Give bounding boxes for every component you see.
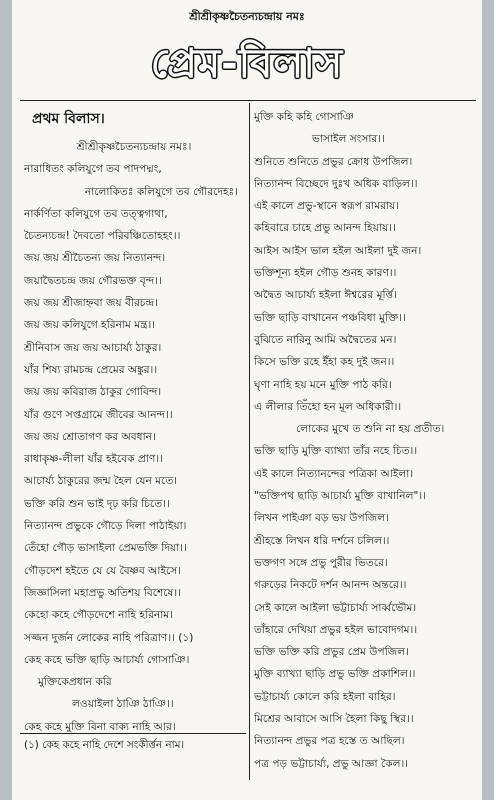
verse-line: নারাধিতং কলিযুগে তব পাদপদ্মং, (24, 163, 162, 176)
verse-line: ভক্তি ভক্তি করি প্রভুর প্রেম উপজিল। (254, 646, 409, 659)
verse-line: ভক্তি ছাড়ি মুক্তি ব্যাখ্যা তাঁর নহে চিত।। (254, 445, 418, 458)
verse-line: কহিবারে চাহে প্রভু আনন্দ হিয়ায়।। (254, 222, 396, 235)
verse-line: লোকের মুখে ত শুনি না হয় প্রতীত। (296, 423, 445, 436)
verse-line: যাঁর গুণে সপ্তগ্রামে জীবের আনন্দ।। (24, 408, 173, 421)
verse-line: জয় জয় শ্রীচৈতন্য জয় নিত্যানন্দ। (24, 252, 166, 265)
verse-line: কেহো কহে গৌড়দেশে নাহি হরিনাম। (24, 609, 173, 622)
verse-line: নার্কর্ণিতা কলিযুগে তব তত্ত্বগাথা, (24, 207, 168, 220)
verse-line: কিসে ভক্তি রহে ইঁহা কহ দুই জন।। (254, 356, 395, 369)
left-column (24, 106, 244, 738)
verse-line: মুক্তিকেপ্রধান করি (38, 676, 112, 689)
footnote-rule (20, 733, 246, 734)
verse-line: ভক্তি করি শুন ভাই দৃঢ় করি চিতে।। (24, 497, 170, 510)
verse-line: রাধাকৃষ্ণ-লীলা যাঁর হইবেক প্রাণ।। (24, 453, 163, 466)
verse-line: সেই কালে আইলা ভট্টাচার্য্য সার্ব্বভৌম। (254, 601, 417, 614)
verse-line: নিত্যানন্দ প্রভুর পত্র হস্তে ত আছিল। (254, 735, 405, 748)
verse-line: শ্রীনিবাস জয় জয় আচার্য্য ঠাকুর। (24, 341, 162, 354)
column-divider (249, 103, 250, 780)
verse-line: শ্রীশ্রীকৃষ্ণচৈতন্যচন্দ্রায় নমঃ। (76, 141, 192, 153)
invocation-line: শ্রীশ্রীকৃষ্ণচৈতন্যচন্দ্রায় নমঃ (189, 10, 305, 23)
verse-line: জয়াদ্বৈতচন্দ্র জয় গৌরভক্ত বৃন্দ।। (24, 274, 162, 287)
verse-line: মুক্তি কহি কহি গোসাঞি (254, 111, 354, 123)
verse-line: জয় জয় শ্রীজাহ্নবা জয় বীরচন্দ্র। (24, 297, 158, 310)
right-column (254, 106, 478, 775)
verse-line: পত্র পড় ভট্টাচার্য্য, প্রভু আজ্ঞা কৈল।। (254, 757, 409, 770)
verse-line: চৈতন্যচন্দ্র! দৈবতো পরিবঞ্চিতোহহং।। (24, 230, 181, 243)
verse-line: গৌড়দেশ হইতে যে যে বৈষ্ণব আইসে। (24, 564, 182, 577)
verse-line: ভাসাইল সংসার।। (312, 133, 385, 146)
verse-line: লিখন পাইঞা বড় ভয় উপজিল। (254, 512, 389, 525)
verse-line: গরুড়ের নিকটে দর্শন আনন্দ অন্তরে।। (254, 579, 407, 592)
verse-line: মুক্তি ব্যাখ্যা ছাড়ি প্রভু ভক্তি প্রকাশিল।। (254, 668, 416, 681)
verse-line: শুনিতে শুনিতে প্রভুর ক্রোধ উপজিল। (254, 155, 413, 168)
verse-line: ভক্তগণ সঙ্গে প্রভু পুরীর ভিতরে। (254, 556, 388, 569)
verse-line: লওয়াইলা ঠাঞি ঠাঞি।। (72, 698, 174, 711)
book-page (12, 0, 482, 800)
verse-line: জিজ্ঞাসিলা মহাপ্রভু অতিশয় বিশেষে।। (24, 586, 181, 599)
verse-line: ভট্টাচার্য্য কোলে করি হইলা বাহির। (254, 690, 396, 703)
verse-line: আচার্য্য ঠাকুরের জন্ম হৈল যেন মতে। (24, 475, 178, 488)
verse-line: তাঁহারে দেখিয়া প্রভুর হইল ভাবোদগম।। (254, 623, 418, 636)
verse-line: নিত্যানন্দ বিচ্ছেদে দুঃখ অধিক বাড়িল।। (254, 177, 418, 190)
verse-line: সজ্জন দুর্জন লোকের নাহি পরিত্রাণ।। (১) (24, 631, 194, 644)
verse-line: জয় জয় কবিরাজ ঠাকুর গোবিন্দ। (24, 386, 162, 399)
verse-line: জয় জয় শ্রোতাগণ কর অবধান। (24, 430, 156, 443)
verse-line: ঘৃণা নাহি হয় মনে মুক্তি পাঠ করি। (254, 378, 392, 391)
verse-line: ভক্তি ছাড়ি বাখানেন পঞ্চবিধা মুক্তি।। (254, 311, 406, 324)
verse-line: এ লীলার তিঁহো হন মূল অধিকারী।। (254, 400, 402, 413)
verse-line: জয় জয় কলিযুগে হরিনাম মন্ত্র।। (24, 319, 156, 332)
header-rule (20, 100, 476, 101)
verse-line: বুঝিতে নারিনু আমি অদ্বৈতের মন। (254, 333, 397, 346)
page-title: প্রেম-বিলাস (150, 41, 344, 87)
verse-line: এই কালে প্রভু-স্থানে স্বরূপ রামরায়। (254, 200, 400, 213)
verse-line: শ্রীহস্তে লিখন ধরি দর্শনে চলিল।। (254, 534, 390, 547)
verse-line: নালোকিতঃ কলিযুগে তব গৌরদেহঃ। (84, 185, 238, 198)
verse-line: নিত্যানন্দ প্রভুকে গৌড়ে দিলা পাঠাইয়া। (24, 520, 187, 533)
verse-line: যাঁর শিষ্য রামচন্দ্র প্রেমের অঙ্কুর।। (24, 363, 158, 376)
chapter-heading: প্রথম বিলাস। (32, 111, 105, 127)
verse-line: কেহ কহে মুক্তি বিনা বাক্য নাহি আর। (24, 720, 176, 733)
verse-line: কেহ কহে ভক্তি ছাড়ি আচার্য্য গোসাঞি। (24, 653, 190, 666)
footnote: (১) কেহ কহে নাহি দেশে সংকীর্ত্তন নাম। (24, 739, 185, 751)
verse-line: "ভক্তিপথ ছাড়ি আচার্য্য মুক্তি বাখানিল"।। (254, 490, 426, 503)
verse-line: ভক্তিশূন্য হইল গৌড় শুনহ কারণ।। (254, 267, 397, 280)
verse-line: তেঁহো গৌড় ভাসাইলা প্রেমভক্তি দিয়া।। (24, 542, 187, 555)
verse-line: মিশ্রের আবাসে আসি হৈলা কিছু স্থির।। (254, 713, 414, 726)
verse-line: আইস আইস ভাল হইল আইলা দুই জন। (254, 244, 422, 257)
verse-line: এই কালে নিত্যানন্দের পত্রিকা আইলা। (254, 467, 414, 480)
verse-line: অদ্বৈত আচার্য্য হইলা ঈশ্বরের মূর্ত্তি। (254, 289, 397, 302)
